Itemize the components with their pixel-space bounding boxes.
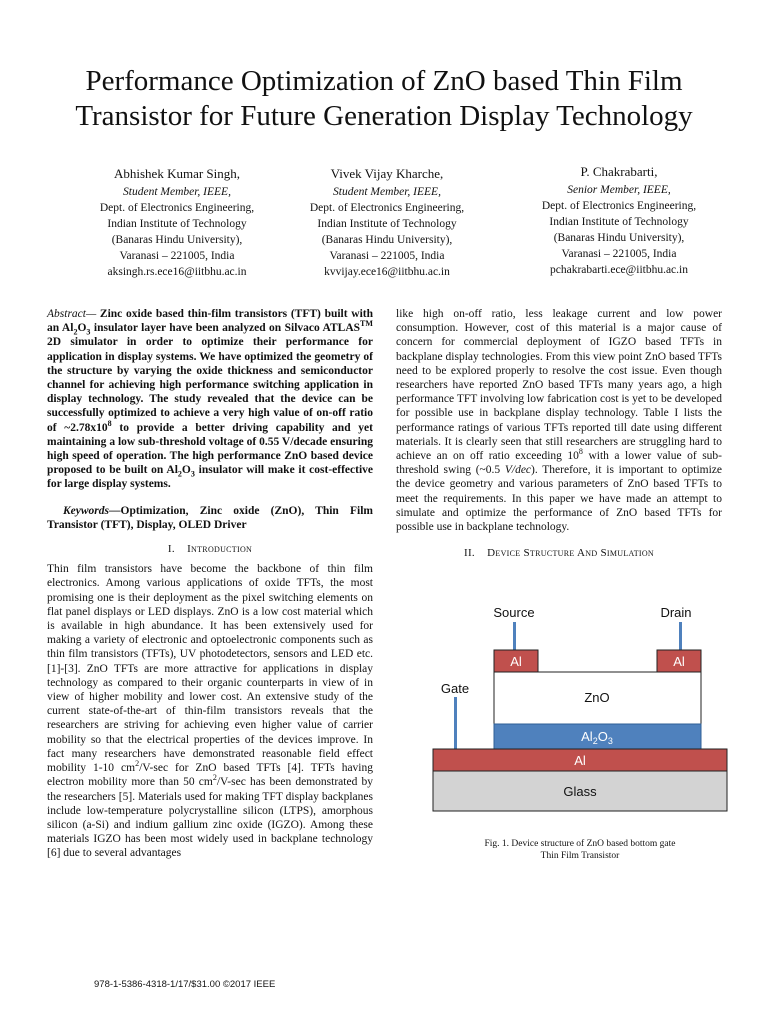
section-heading-introduction [47,542,373,556]
author-city: Varanasi – 221005, India [329,250,445,262]
author-block-3 [504,162,734,278]
gate-label: Gate [440,681,470,696]
subscript: 3 [190,469,195,479]
author-name: P. Chakrabarti, [580,164,658,179]
abstract-lead: Abstract— [47,308,97,320]
subscript: 3 [607,736,613,746]
caption-line-2: Thin Film Transistor [540,851,620,861]
gate-al-label: Al [574,753,586,768]
author-dept: Dept. of Electronics Engineering, [541,200,697,212]
body-text: ). Therefore, it is important to optimize the device geometry and various parameters of ZnO based TFTs to meet the requirements. In this paper we have made an attempt to simulate and optimize the performance of ZnO based TFTs for possible use in backplane technology. [396,464,722,534]
author-inst: Indian Institute of Technology [107,218,247,230]
keywords-label: Keywords [63,504,109,517]
author-inst: (Banaras Hindu University), [553,232,685,244]
author-block-1 [62,164,292,280]
body-text: with a lower value of sub-threshold swing (~0.5 [396,450,722,477]
abstract [47,307,373,492]
abstract-text: Zinc oxide based thin-film transistors (TFT) built with an Al [47,308,373,335]
author-email[interactable]: pchakrabarti.ece@iitbhu.ac.in [550,264,688,276]
author-city: Varanasi – 221005, India [561,248,677,260]
title-line-2: Transistor for Future Generation Display Technology [75,100,693,132]
drain-label: Drain [660,605,692,620]
drain-al-label: Al [673,654,685,669]
author-email[interactable]: aksingh.rs.ece16@iitbhu.ac.in [107,266,247,278]
author-name: Abhishek Kumar Singh, [113,166,241,181]
author-inst: (Banaras Hindu University), [321,234,453,246]
abstract-text: O [181,464,191,477]
body-paragraph [396,307,722,534]
author-role: Student Member, IEEE, [123,186,231,198]
source-al-label: Al [510,654,522,669]
author-dept: Dept. of Electronics Engineering, [309,202,465,214]
unit-text: V/dec [504,464,532,477]
subscript: 2 [73,327,78,337]
body-text: /V-sec has been demonstrated by the researchers [5]. Materials used for making TFT display backplanes include low-temperature polycrystalline silicon (LTPS), amorphous silicon (a-Si) and indium gallium zinc oxide (IGZO). Among these materials IGZO has been most widely used in backplane technology [6] due to several advantages [47,776,373,860]
al2o3-text: Al [581,729,593,744]
section-number: II. [463,547,475,560]
source-label: Source [493,605,535,620]
keywords-text: —Optimization, Zinc oxide (ZnO), Thin Film Transistor (TFT), Display, OLED Driver [47,504,373,531]
superscript: 2 [135,759,140,769]
subscript: 3 [86,327,91,337]
title-line-1: Performance Optimization of ZnO based Thin Film [85,65,683,97]
zno-label: ZnO [584,690,610,705]
author-role: Senior Member, IEEE, [567,184,671,196]
abstract-text: insulator layer have been analyzed on Silvaco ATLAS [90,322,361,335]
al2o3-text: O [597,729,608,744]
abstract-text: O [77,322,87,335]
abstract-text: to provide a better driving capability and yet maintaining a low sub-threshold voltage of 0.55 V/decade ensuring high speed of operation. The high performance ZnO based device proposed to be built on Al [47,421,373,477]
subscript: 2 [177,469,182,479]
subscript: 2 [592,736,598,746]
introduction-paragraph [47,562,373,860]
left-column [47,307,373,861]
author-name: Vivek Vijay Kharche, [330,166,444,181]
section-heading-device-structure [396,546,722,560]
figure-caption [420,838,740,862]
section-number: I. [167,543,175,556]
right-column [396,307,722,566]
paper-title [30,64,738,134]
device-structure-figure [430,600,730,830]
glass-label: Glass [563,784,597,799]
section-title: Introduction [187,543,253,556]
caption-line-1: Fig. 1. Device structure of ZnO based bottom gate [484,839,676,849]
author-inst: (Banaras Hindu University), [111,234,243,246]
author-email[interactable]: kvvijay.ece16@iitbhu.ac.in [324,266,450,278]
abstract-text: 2D simulator in order to optimize their performance for application in display systems. We have optimized the geometry of the structure by varying the oxide thickness and semiconductor channel for achieving high performance switching application in display technology. The study revealed that the device can be successfully optimized to achieve a very high value of on-off ratio of ~2.78x10 [47,336,373,434]
author-role: Student Member, IEEE, [333,186,441,198]
section-title: Device Structure And Simulation [487,547,655,560]
copyright-footer: 978-1-5386-4318-1/17/$31.00 ©2017 IEEE [94,979,276,990]
superscript: TM [360,319,373,329]
superscript: 8 [578,447,583,457]
superscript: 8 [107,418,112,428]
body-text: like high on-off ratio, less leakage current and low power consumption. However, cost of this material is a major cause of concern for commercial deployment of IGZO based TFTs in backplane display technologies. From this view point ZnO based TFTs need to be explored properly to resolve the cost issue. Even though researchers have reported ZnO based TFTs many years ago, a high performance TFT involving low fabrication cost is yet to be developed for possible use in backplane display technology. Table I lists the performance ratings of various TFTs reported till date using different materials. It is clearly seen that still researchers are struggling hard to achieve an on off ratio exceeding 10 [396,308,722,463]
author-block-2 [272,164,502,280]
gate-lead [454,697,457,749]
body-text: Thin film transistors have become the backbone of thin film electronics. Among various applications of oxide TFTs, the most promising one is their deployment as the pixel switching elements on flat panel displays or LED displays. ZnO is a low cost material which is available in high abundance. It has been extensively used for making a variety of electronic and optoelectronic components such as thin film transistors (TFTs), UV photodetectors, sensors and LED etc. [1]-[3]. ZnO TFTs are more attractive for applications in display technology as compared to their organic counterparts in view of in view of higher mobility and lower cost. An extensive study of the current state-of-the-art of thin-film transistors reveals that the researchers are striving for achieving even higher value of carrier mobility so that the electrical properties of the devices improve. In fact many researchers have demonstrated reasonable field effect mobility 1-10 cm [47,563,373,775]
drain-lead [679,622,682,650]
keywords [47,504,373,532]
source-lead [513,622,516,650]
superscript: 2 [212,773,217,783]
author-dept: Dept. of Electronics Engineering, [99,202,255,214]
author-inst: Indian Institute of Technology [317,218,457,230]
author-city: Varanasi – 221005, India [119,250,235,262]
abstract-text: insulator will make it cost-effective for large display systems. [47,464,373,491]
body-text: /V-sec for ZnO based TFTs [4]. TFTs having electron mobility more than 50 cm [47,762,373,789]
author-inst: Indian Institute of Technology [549,216,689,228]
